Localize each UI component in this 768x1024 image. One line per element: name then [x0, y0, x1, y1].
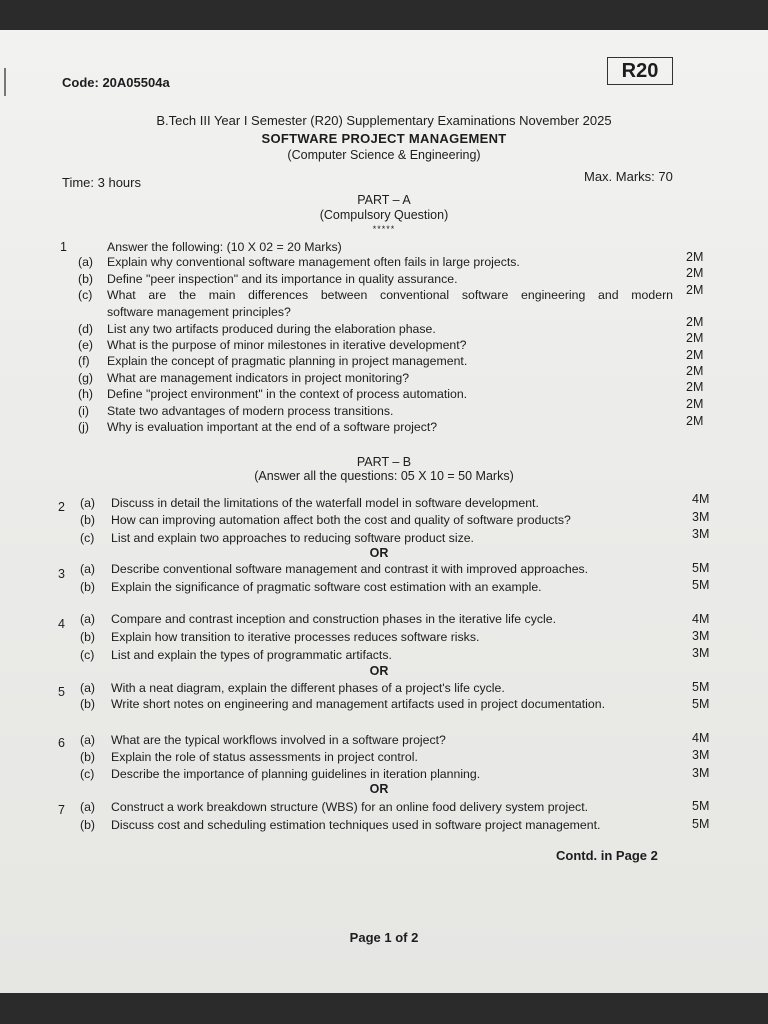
subquestion-label: (b)	[80, 750, 96, 764]
subquestion-text: What is the purpose of minor milestones in iterative development?	[107, 338, 467, 352]
subquestion-label: (a)	[80, 562, 96, 576]
marks-label: 2M	[686, 364, 704, 378]
part-a-subtitle: (Compulsory Question)	[319, 208, 449, 222]
subquestion-label: (a)	[80, 800, 96, 814]
subquestion-label: (a)	[80, 733, 96, 747]
subquestion-text: Describe the importance of planning guidelines in iteration planning.	[111, 767, 481, 781]
subquestion-text: Discuss cost and scheduling estimation techniques used in software project management.	[111, 818, 601, 832]
marks-label: 2M	[686, 380, 704, 394]
branch-name: (Computer Science & Engineering)	[287, 148, 481, 162]
marks-label: 2M	[686, 331, 704, 345]
subquestion-label: (c)	[80, 648, 95, 662]
subquestion-text: Discuss in detail the limitations of the waterfall model in software development.	[111, 496, 539, 510]
marks-label: 4M	[692, 492, 710, 506]
regulation-box: R20	[607, 57, 673, 85]
marks-label: 5M	[692, 697, 710, 711]
subquestion-text: Explain why conventional software management often fails in large projects.	[107, 255, 520, 269]
part-b-title: PART – B	[356, 455, 412, 469]
subquestion-label: (i)	[78, 404, 89, 418]
subquestion-text: Explain the concept of pragmatic planning in project management.	[107, 354, 468, 368]
question-number: 4	[58, 617, 65, 631]
subquestion-text: What are the typical workflows involved in a software project?	[111, 733, 446, 747]
subquestion-text: Describe conventional software management and contrast it with improved approaches.	[111, 562, 589, 576]
marks-label: 3M	[692, 510, 710, 524]
marks-label: 4M	[692, 731, 710, 745]
subquestion-label: (f)	[78, 354, 90, 368]
subquestion-text: Explain the significance of pragmatic software cost estimation with an example.	[111, 580, 542, 594]
subquestion-text-continued: software management principles?	[107, 305, 291, 319]
question-number: 3	[58, 567, 65, 581]
subquestion-text: Construct a work breakdown structure (WBS) for an online food delivery system project.	[111, 800, 589, 814]
marks-label: 3M	[692, 766, 710, 780]
subquestion-label: (b)	[78, 272, 94, 286]
subquestion-text: List and explain two approaches to reducing software product size.	[111, 531, 474, 545]
subquestion-label: (c)	[80, 767, 95, 781]
subquestion-text: Explain the role of status assessments in project control.	[111, 750, 418, 764]
subquestion-text: What are management indicators in project monitoring?	[107, 371, 410, 385]
part-a-title: PART – A	[357, 193, 411, 207]
marks-label: 2M	[686, 348, 704, 362]
marks-label: 3M	[692, 646, 710, 660]
marks-label: 2M	[686, 414, 704, 428]
subquestion-label: (b)	[80, 818, 96, 832]
subquestion-text: What are the main differences between conventional software engineering and modern	[107, 288, 673, 302]
marks-label: 5M	[692, 680, 710, 694]
continued-note: Contd. in Page 2	[556, 848, 658, 863]
question-number: 7	[58, 803, 65, 817]
subquestion-text: How can improving automation affect both the cost and quality of software products?	[111, 513, 571, 527]
subquestion-text: List and explain the types of programmatic artifacts.	[111, 648, 392, 662]
marks-label: 2M	[686, 266, 704, 280]
marks-label: 4M	[692, 612, 710, 626]
subquestion-label: (j)	[78, 420, 89, 434]
part-b-subtitle: (Answer all the questions: 05 X 10 = 50 Marks)	[254, 469, 514, 483]
question-number: 6	[58, 736, 65, 750]
marks-label: 3M	[692, 629, 710, 643]
part-a-instruction: Answer the following: (10 X 02 = 20 Marks)	[107, 240, 342, 254]
subquestion-label: (c)	[80, 531, 95, 545]
subquestion-label: (a)	[78, 255, 94, 269]
or-divider: OR	[369, 546, 389, 560]
subquestion-label: (a)	[80, 612, 96, 626]
marks-label: 2M	[686, 283, 704, 297]
subquestion-label: (e)	[78, 338, 94, 352]
subquestion-text: Define "peer inspection" and its importance in quality assurance.	[107, 272, 458, 286]
subquestion-label: (a)	[80, 496, 96, 510]
subquestion-text: Write short notes on engineering and management artifacts used in project documentation.	[111, 697, 605, 711]
subquestion-label: (a)	[80, 681, 96, 695]
subquestion-label: (b)	[80, 580, 96, 594]
subquestion-label: (b)	[80, 697, 96, 711]
subquestion-label: (c)	[78, 288, 93, 302]
subquestion-text: List any two artifacts produced during the elaboration phase.	[107, 322, 436, 336]
subject-title: SOFTWARE PROJECT MANAGEMENT	[261, 131, 507, 146]
subquestion-text: Define "project environment" in the context of process automation.	[107, 387, 468, 401]
margin-pen-mark	[4, 68, 6, 96]
question-number: 1	[60, 240, 67, 254]
marks-label: 3M	[692, 527, 710, 541]
time-allowed: Time: 3 hours	[62, 175, 141, 190]
marks-label: 5M	[692, 578, 710, 592]
subquestion-label: (h)	[78, 387, 94, 401]
marks-label: 5M	[692, 799, 710, 813]
subquestion-label: (d)	[78, 322, 94, 336]
question-number: 2	[58, 500, 65, 514]
marks-label: 2M	[686, 397, 704, 411]
subquestion-label: (g)	[78, 371, 94, 385]
paper-code: Code: 20A05504a	[62, 75, 170, 90]
subquestion-text: Why is evaluation important at the end of a software project?	[107, 420, 438, 434]
exam-title: B.Tech III Year I Semester (R20) Supplementary Examinations November 2025	[156, 113, 612, 128]
part-a-stars: *****	[372, 224, 396, 234]
page-number: Page 1 of 2	[349, 930, 419, 945]
subquestion-text: Explain how transition to iterative processes reduces software risks.	[111, 630, 480, 644]
subquestion-text: State two advantages of modern process transitions.	[107, 404, 394, 418]
marks-label: 2M	[686, 315, 704, 329]
or-divider: OR	[369, 664, 389, 678]
marks-label: 3M	[692, 748, 710, 762]
max-marks: Max. Marks: 70	[584, 169, 673, 184]
marks-label: 5M	[692, 561, 710, 575]
marks-label: 5M	[692, 817, 710, 831]
subquestion-text: With a neat diagram, explain the different phases of a project's life cycle.	[111, 681, 505, 695]
question-number: 5	[58, 685, 65, 699]
or-divider: OR	[369, 782, 389, 796]
marks-label: 2M	[686, 250, 704, 264]
exam-paper	[0, 30, 768, 993]
subquestion-label: (b)	[80, 630, 96, 644]
subquestion-label: (b)	[80, 513, 96, 527]
subquestion-text: Compare and contrast inception and construction phases in the iterative life cycle.	[111, 612, 556, 626]
